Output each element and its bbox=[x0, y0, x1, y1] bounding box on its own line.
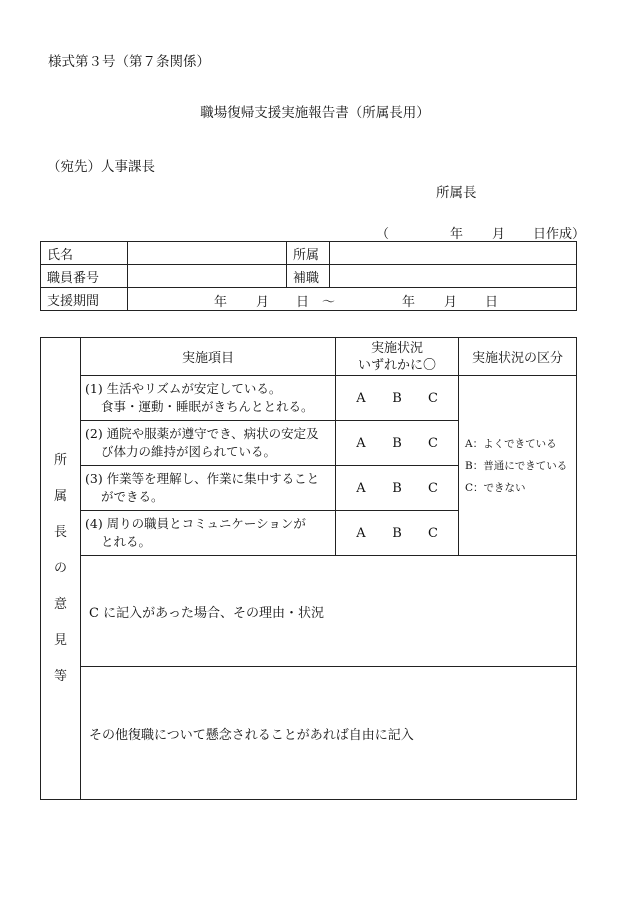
choice-c[interactable]: C bbox=[428, 390, 438, 406]
reason-label: C に記入があった場合、その理由・状況 bbox=[89, 605, 324, 621]
period-year1: 年 bbox=[214, 295, 228, 310]
item-1 bbox=[81, 376, 336, 421]
assessment-table bbox=[40, 337, 577, 800]
item-3 bbox=[81, 466, 336, 511]
period-tilde: ～ bbox=[322, 295, 336, 310]
name-field[interactable] bbox=[128, 242, 287, 265]
side-char-3: 長 bbox=[53, 524, 67, 540]
employee-no-field[interactable] bbox=[128, 265, 287, 288]
form-number: 様式第３号（第７条関係） bbox=[48, 54, 210, 70]
employee-no-label: 職員番号 bbox=[41, 265, 128, 288]
other-concerns-field[interactable] bbox=[81, 667, 577, 800]
reason-field[interactable] bbox=[81, 556, 577, 667]
period-label: 支援期間 bbox=[41, 288, 128, 311]
period-field[interactable] bbox=[128, 288, 577, 311]
col-header-status-line2: いずれかに〇 bbox=[357, 357, 436, 373]
choice-b[interactable]: B bbox=[392, 435, 402, 451]
choice-c[interactable]: C bbox=[428, 435, 438, 451]
item-4 bbox=[81, 511, 336, 556]
item-3-choices[interactable] bbox=[336, 466, 459, 511]
affiliation-label: 所属 bbox=[287, 242, 330, 265]
item-2 bbox=[81, 421, 336, 466]
choice-b[interactable]: B bbox=[392, 390, 402, 406]
addressee: （宛先）人事課長 bbox=[47, 159, 155, 175]
item-4-choices[interactable] bbox=[336, 511, 459, 556]
choice-a[interactable]: A bbox=[356, 390, 366, 406]
affiliation-field[interactable] bbox=[330, 242, 577, 265]
side-char-7: 等 bbox=[53, 668, 67, 684]
item-4-line1: (4) 周りの職員とコミュニケーションが bbox=[85, 516, 306, 531]
choice-b[interactable]: B bbox=[392, 525, 402, 541]
col-header-item: 実施項目 bbox=[81, 338, 336, 376]
info-table bbox=[40, 241, 577, 311]
side-char-4: の bbox=[53, 560, 67, 576]
choice-a[interactable]: A bbox=[356, 435, 366, 451]
legend-c: C：できない bbox=[465, 481, 526, 494]
item-row-1 bbox=[41, 376, 577, 421]
item-1-line2: 食事・運動・睡眠がきちんととれる。 bbox=[101, 399, 314, 414]
choice-c[interactable]: C bbox=[428, 525, 438, 541]
item-4-line2: とれる。 bbox=[101, 534, 152, 549]
item-3-line1: (3) 作業等を理解し、作業に集中すること bbox=[85, 471, 320, 486]
other-concerns-label: その他復職について懸念されることがあれば自由に記入 bbox=[89, 727, 414, 743]
page-title: 職場復帰支援実施報告書（所属長用） bbox=[200, 105, 430, 121]
item-2-line2: び体力の維持が図られている。 bbox=[101, 444, 277, 459]
item-1-choices[interactable] bbox=[336, 376, 459, 421]
side-char-2: 属 bbox=[53, 488, 67, 504]
item-2-line1: (2) 通院や服薬が遵守でき、病状の安定及 bbox=[85, 426, 319, 441]
side-char-5: 意 bbox=[53, 596, 67, 612]
side-label bbox=[41, 338, 81, 800]
date-open-paren: （ bbox=[376, 227, 390, 242]
col-header-status bbox=[336, 338, 459, 376]
choice-b[interactable]: B bbox=[392, 480, 402, 496]
col-header-status-line1: 実施状況 bbox=[370, 340, 423, 356]
item-2-choices[interactable] bbox=[336, 421, 459, 466]
choice-a[interactable]: A bbox=[356, 480, 366, 496]
date-month-label: 月 bbox=[492, 227, 506, 242]
legend-a: A：よくできている bbox=[465, 437, 557, 450]
period-month1: 月 bbox=[256, 295, 270, 310]
choice-c[interactable]: C bbox=[428, 480, 438, 496]
item-3-line2: ができる。 bbox=[101, 489, 164, 504]
date-created-label: 日作成） bbox=[533, 227, 586, 242]
name-label: 氏名 bbox=[41, 242, 128, 265]
item-1-line1: (1) 生活やリズムが安定している。 bbox=[85, 381, 282, 396]
period-month2: 月 bbox=[444, 295, 458, 310]
category-legend bbox=[459, 376, 577, 556]
side-char-6: 見 bbox=[53, 632, 67, 648]
period-year2: 年 bbox=[402, 295, 416, 310]
legend-b: B：普通にできている bbox=[465, 459, 568, 472]
choice-a[interactable]: A bbox=[356, 525, 366, 541]
period-day2: 日 bbox=[485, 295, 499, 310]
assistant-label: 補職 bbox=[287, 265, 330, 288]
date-year-label: 年 bbox=[450, 227, 464, 242]
period-day1: 日 bbox=[296, 295, 310, 310]
assistant-field[interactable] bbox=[330, 265, 577, 288]
side-char-1: 所 bbox=[53, 452, 67, 468]
col-header-category: 実施状況の区分 bbox=[459, 338, 577, 376]
manager-label: 所属長 bbox=[436, 185, 477, 201]
